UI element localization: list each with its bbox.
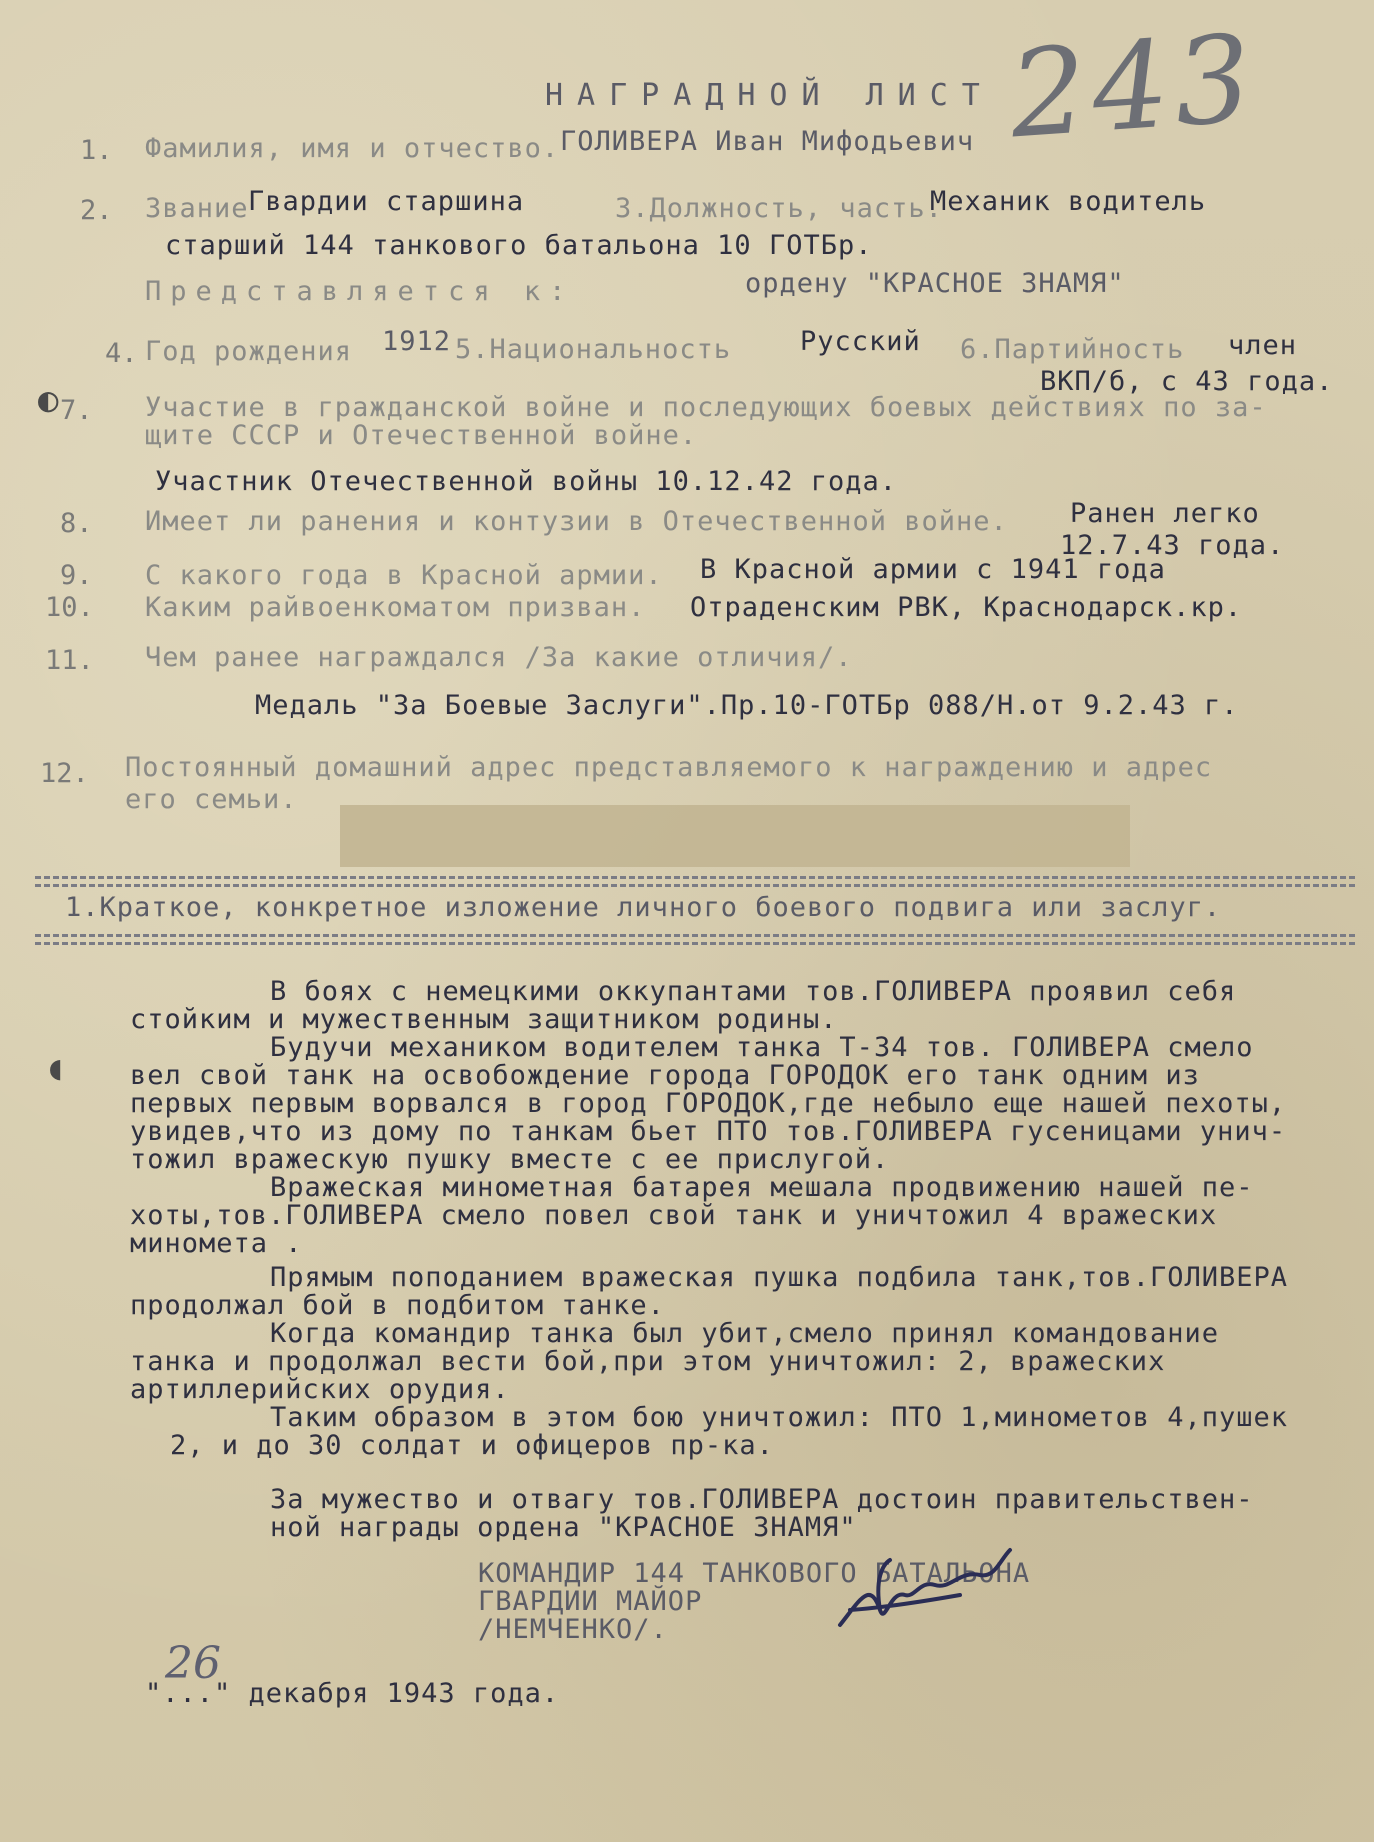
field-value-name: ГОЛИВЕРА Иван Мифодьевич bbox=[560, 126, 975, 157]
field-value-army-since: В Красной армии с 1941 года bbox=[700, 554, 1166, 585]
field-value-presented: ордену "КРАСНОЕ ЗНАМЯ" bbox=[745, 268, 1125, 299]
field-label-position: 3.Должность, часть. bbox=[615, 193, 943, 224]
narrative-line-17: 2, и до 30 солдат и офицеров пр-ка. bbox=[170, 1430, 774, 1461]
field-label-nationality: 5.Национальность bbox=[455, 334, 732, 365]
section-heading: 1.Краткое, конкретное изложение личного боевого подвига или заслуг. bbox=[65, 892, 1222, 923]
narrative-line-12: продолжал бой в подбитом танке. bbox=[130, 1290, 665, 1321]
field-value-birth-year: 1912 bbox=[382, 326, 452, 357]
narrative-line-11: Прямым поподанием вражеская пушка подбила танк,тов.ГОЛИВЕРА bbox=[270, 1262, 1289, 1293]
field-label-participation-1: Участие в гражданской войне и последующих боевых действиях по за- bbox=[145, 392, 1267, 423]
field-number-8: 8. bbox=[60, 508, 93, 539]
field-number-9: 9. bbox=[60, 560, 93, 591]
field-number-11: 11. bbox=[45, 645, 94, 676]
narrative-line-7: тожил вражескую пушку вместе с ее прислугой. bbox=[130, 1144, 890, 1175]
narrative-line-6: увидев,что из дому по танкам бьет ПТО тов.ГОЛИВЕРА гусеницами унич- bbox=[130, 1116, 1287, 1147]
date-day-handwritten: 26 bbox=[165, 1638, 221, 1689]
field-number-2: 2. bbox=[80, 195, 113, 226]
field-value-nationality: Русский bbox=[800, 326, 921, 357]
field-value-conscription: Отраденским РВК, Краснодарск.кр. bbox=[690, 592, 1243, 623]
field-label-wounds: Имеет ли ранения и контузии в Отечественной войне. bbox=[145, 506, 1008, 537]
field-number-12: 12. bbox=[40, 758, 89, 789]
narrative-line-19: ной награды ордена "КРАСНОЕ ЗНАМЯ" bbox=[270, 1512, 857, 1543]
field-number-4: 4. bbox=[105, 338, 138, 369]
field-value-party: член bbox=[1228, 330, 1298, 361]
narrative-line-4: вел свой танк на освобождение города ГОРОДОК его танк одним из bbox=[130, 1060, 1200, 1091]
narrative-line-18: За мужество и отвагу тов.ГОЛИВЕРА достоин правительствен- bbox=[270, 1484, 1254, 1515]
field-label-party: 6.Партийность bbox=[960, 334, 1185, 365]
signature-rank: ГВАРДИИ МАЙОР bbox=[478, 1586, 703, 1617]
field-value-wounds: Ранен легко bbox=[1070, 498, 1260, 529]
narrative-line-8: Вражеская минометная батарея мешала продвижению нашей пе- bbox=[270, 1172, 1254, 1203]
field-label-previous-awards: Чем ранее награждался /За какие отличия/. bbox=[145, 642, 853, 673]
punch-hole-top: ◐ bbox=[38, 380, 59, 420]
narrative-line-3: Будучи механиком водителем танка Т-34 тов. ГОЛИВЕРА смело bbox=[270, 1032, 1254, 1063]
narrative-line-2: стойким и мужественным защитником родины. bbox=[130, 1004, 838, 1035]
field-number-7: 7. bbox=[60, 395, 93, 426]
redacted-address bbox=[340, 805, 1130, 867]
archive-number: 243 bbox=[1005, 9, 1262, 166]
handwritten-signature bbox=[820, 1540, 1020, 1640]
field-label-name: Фамилия, имя и отчество. bbox=[145, 133, 560, 164]
separator-bottom-1 bbox=[35, 934, 1355, 937]
field-number-1: 1. bbox=[80, 135, 113, 166]
separator-top-1 bbox=[35, 876, 1355, 879]
date-line: "..." декабря 1943 года. bbox=[145, 1678, 560, 1709]
document-title: НАГРАДНОЙ ЛИСТ bbox=[545, 78, 994, 113]
narrative-line-5: первых первым ворвался в город ГОРОДОК,где небыло еще нашей пехоты, bbox=[130, 1088, 1287, 1119]
field-label-conscription: Каким райвоенкоматом призван. bbox=[145, 592, 646, 623]
narrative-line-13: Когда командир танка был убит,смело принял командование bbox=[270, 1318, 1220, 1349]
punch-hole-bottom: ◖ bbox=[45, 1048, 66, 1088]
signature-name: /НЕМЧЕНКО/. bbox=[478, 1614, 668, 1645]
field-label-address-2: его семьи. bbox=[125, 784, 298, 815]
field-label-army-since: С какого года в Красной армии. bbox=[145, 560, 663, 591]
field-number-10: 10. bbox=[45, 592, 94, 623]
field-value-rank: Гвардии старшина bbox=[248, 186, 525, 217]
field-value-previous-awards: Медаль "За Боевые Заслуги".Пр.10-ГОТБр 088/Н.от 9.2.43 г. bbox=[255, 690, 1239, 721]
field-label-participation-2: щите СССР и Отечественной войне. bbox=[145, 420, 698, 451]
field-value-participation: Участник Отечественной войны 10.12.42 года. bbox=[155, 466, 897, 497]
field-label-rank: Звание bbox=[145, 193, 249, 224]
narrative-line-14: танка и продолжал вести бой,при этом уничтожил: 2, вражеских bbox=[130, 1346, 1166, 1377]
field-label-address-1: Постоянный домашний адрес представляемого к награждению и адрес bbox=[125, 752, 1213, 783]
field-label-presented: Представляется к: bbox=[145, 276, 575, 307]
separator-top-2 bbox=[35, 884, 1355, 887]
narrative-line-10: миномета . bbox=[130, 1228, 303, 1259]
separator-bottom-2 bbox=[35, 942, 1355, 945]
field-value-position: Механик водитель bbox=[930, 186, 1207, 217]
signature-title: КОМАНДИР 144 ТАНКОВОГО БАТАЛЬОНА bbox=[478, 1558, 1031, 1589]
narrative-line-16: Таким образом в этом бою уничтожил: ПТО 1,минометов 4,пушек bbox=[270, 1402, 1289, 1433]
narrative-line-15: артиллерийских орудия. bbox=[130, 1374, 510, 1405]
field-value-unit: старший 144 танкового батальона 10 ГОТБр. bbox=[165, 230, 873, 261]
field-value-wounds-date: 12.7.43 года. bbox=[1060, 530, 1285, 561]
narrative-line-9: хоты,тов.ГОЛИВЕРА смело повел свой танк и уничтожил 4 вражеских bbox=[130, 1200, 1218, 1231]
field-value-party-year: ВКП/б, с 43 года. bbox=[1040, 366, 1334, 397]
field-label-birth-year: Год рождения bbox=[145, 336, 353, 367]
narrative-line-1: В боях с немецкими оккупантами тов.ГОЛИВЕРА проявил себя bbox=[270, 976, 1237, 1007]
